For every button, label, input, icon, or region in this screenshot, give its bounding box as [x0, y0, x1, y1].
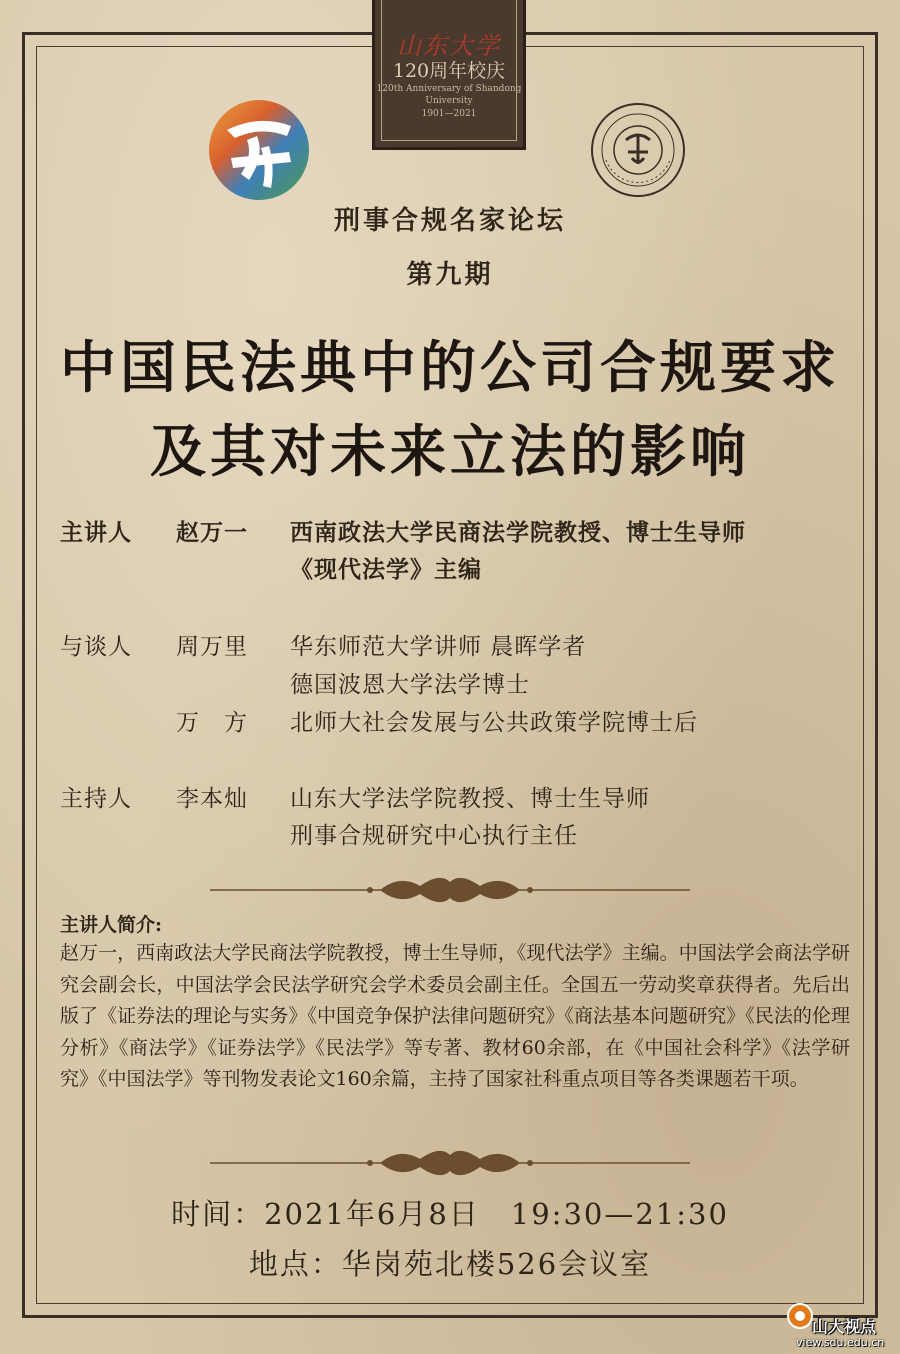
watermark-name: 山大视点: [812, 1317, 877, 1336]
forum-logo-icon: [205, 96, 313, 204]
discussant2-name: 万 方: [176, 710, 248, 736]
host-role: 主持人: [60, 786, 132, 812]
anniversary-badge: [372, 0, 526, 150]
ornament-divider-bottom: [210, 1143, 690, 1183]
speaker-editor: 《现代法学》主编: [290, 556, 482, 583]
discussant1-name: 周万里: [176, 634, 248, 660]
lecture-title-line2: 及其对未来立法的影响: [150, 419, 750, 485]
badge-anniversary: 120周年校庆: [392, 60, 506, 82]
watermark-url: view.sdu.edu.cn: [796, 1336, 885, 1349]
discussant1-title: 华东师范大学讲师 晨晖学者: [290, 634, 587, 660]
law-school-seal-icon: [588, 100, 688, 200]
discussant-role: 与谈人: [60, 634, 132, 660]
ornament-divider: [210, 870, 690, 910]
event-place: 地点：华岗苑北楼526会议室: [248, 1247, 652, 1281]
bio-text: 赵万一，西南政法大学民商法学院教授，博士生导师，《现代法学》主编。中国法学会商法学研究会副会长，中国法学会民法学研究会学术委员会副主任。全国五一劳动奖章获得者。先后出版了《证券法的理论与实务》《中国竞争保护法律问题研究》《商法基本问题研究》《民法的伦理分析》《商法学》《证券法学》《民法学》等专著、教材60余部，在《中国社会科学》《法学研究》《中国法学》等刊物发表论文160余篇，主持了国家社科重点项目等各类课题若干项。: [60, 942, 850, 1090]
badge-university: 山东大学: [397, 32, 501, 60]
speaker-role: 主讲人: [60, 519, 132, 546]
event-time: 时间：2021年6月8日 19:30—21:30: [171, 1197, 729, 1231]
badge-years: 1901—2021: [421, 109, 477, 119]
lecture-title-line1: 中国民法典中的公司合规要求: [60, 335, 840, 401]
badge-english: 120th Anniversary of Shandong University: [376, 84, 522, 106]
forum-name: 刑事合规名家论坛: [333, 206, 566, 236]
bio-heading: 主讲人简介:: [60, 914, 163, 936]
speaker-name: 赵万一: [176, 519, 248, 546]
speaker-title: 西南政法大学民商法学院教授、博士生导师: [290, 519, 746, 546]
host-title: 山东大学法学院教授、博士生导师: [290, 786, 650, 812]
host-name: 李本灿: [176, 786, 248, 812]
discussant2-title: 北师大社会发展与公共政策学院博士后: [290, 710, 698, 736]
discussant1-degree: 德国波恩大学法学博士: [290, 672, 530, 698]
host-position: 刑事合规研究中心执行主任: [290, 823, 578, 849]
issue-number: 第九期: [406, 260, 494, 290]
